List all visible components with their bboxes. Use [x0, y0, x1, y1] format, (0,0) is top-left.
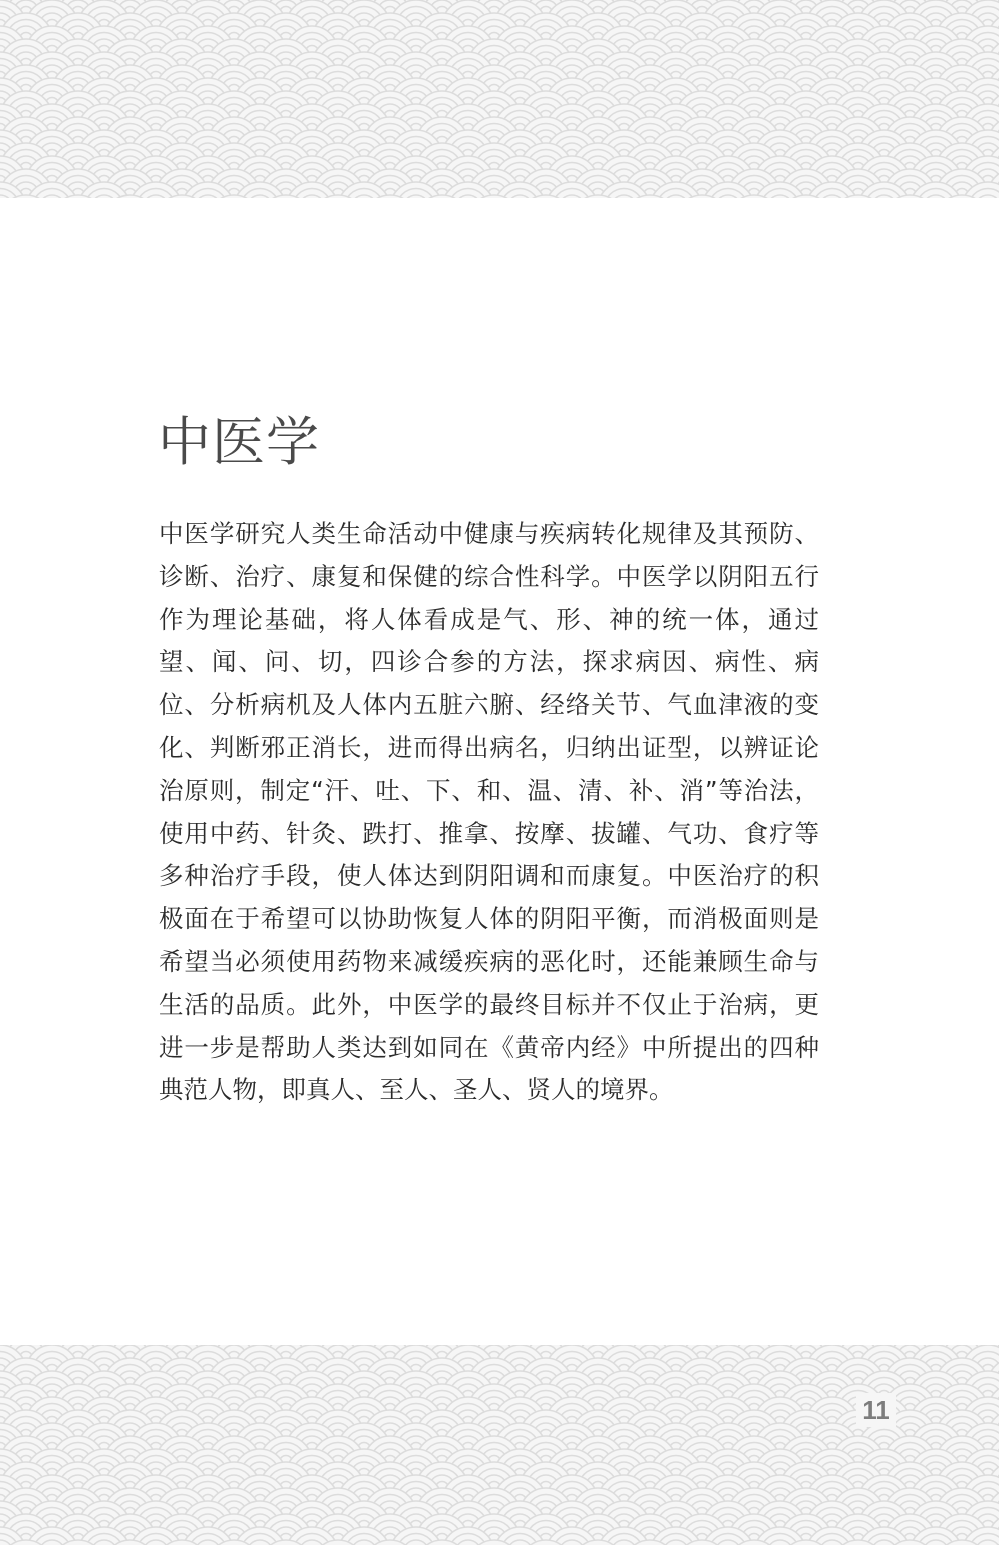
body-paragraph: [159, 513, 819, 1112]
seigaiha-wave-pattern: [0, 1345, 999, 1545]
paragraph-line: 进一步是帮助人类达到如同在《黄帝内经》中所提出的四种: [159, 1032, 819, 1062]
top-wave-pattern-band: [0, 0, 999, 198]
paragraph-line: 诊断、治疗、康复和保健的综合性科学。中医学以阴阳五行: [159, 561, 819, 591]
paragraph-line: 使用中药、针灸、跌打、推拿、按摩、拔罐、气功、食疗等: [159, 818, 819, 848]
page-title: 中医学: [158, 412, 320, 473]
seigaiha-wave-pattern: [0, 0, 999, 198]
bottom-wave-pattern-band: [0, 1345, 999, 1545]
paragraph-line: 生活的品质。此外，中医学的最终目标并不仅止于治病，更: [159, 989, 819, 1019]
paragraph-line: 中医学研究人类生命活动中健康与疾病转化规律及其预防、: [159, 519, 819, 548]
page-number: 11: [856, 1393, 896, 1427]
paragraph-line: 望、闻、问、切，四诊合参的方法，探求病因、病性、病: [159, 647, 819, 677]
paragraph-line: 极面在于希望可以协助恢复人体的阴阳平衡，而消极面则是: [159, 904, 819, 934]
paragraph-line: 希望当必须使用药物来减缓疾病的恶化时，还能兼顾生命与: [159, 946, 819, 976]
paragraph-line: 位、分析病机及人体内五脏六腑、经络关节、气血津液的变: [159, 690, 819, 720]
paragraph-line: 化、判断邪正消长，进而得出病名，归纳出证型，以辨证论: [159, 732, 819, 762]
paragraph-line: 典范人物，即真人、至人、圣人、贤人的境界。: [159, 1075, 674, 1105]
paragraph-line: 治原则，制定“汗、吐、下、和、温、清、补、消”等治法，: [159, 775, 819, 805]
paragraph-line: 作为理论基础，将人体看成是气、形、神的统一体，通过: [159, 604, 819, 634]
paragraph-line: 多种治疗手段，使人体达到阴阳调和而康复。中医治疗的积: [159, 861, 819, 891]
